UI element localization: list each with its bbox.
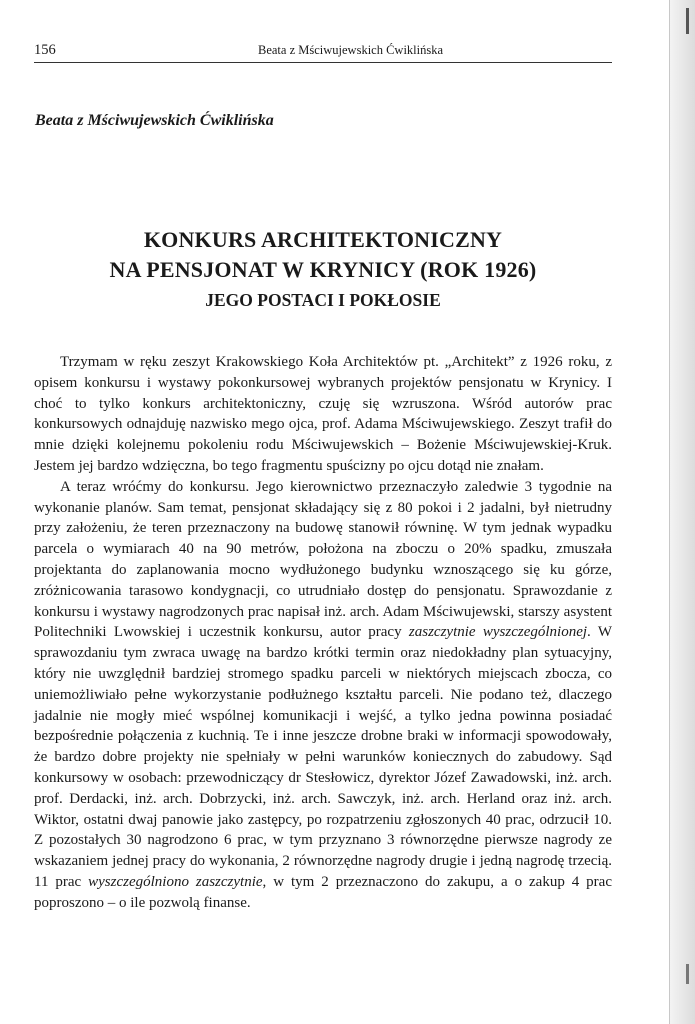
paragraph-2-part-b: . W sprawozdaniu tym zwraca uwagę na bardzo krótki termin oraz niedokładny plan sytuacyjny, który nie uwzględnił bardziej stromego spadku parceli w niektórych miejscach zbocza, co uniemożliwiało pełne wykorzystanie podłużnego kształtu parceli. Nie podano też, dlaczego jadalnie nie mogły mieć wspólnej komunikacji i wejść, a tylko jedna powinna posiadać bezpośrednie połączenia z kuchnią. Te i inne jeszcze drobne braki w informacji spowodowały, że bardzo dobre projekty nie spełniały w pełni warunków koniecznych do zabudowy. Sąd konkursowy w osobach: przewodniczący dr Stesłowicz, dyrektor Józef Zawadowski, inż. arch. prof. Derdacki, inż. arch. Dobrzycki, inż. arch. Sawczyk, inż. arch. Herland oraz inż. arch. Wiktor, ostatni dwaj panowie jako zastępcy, po rozpatrzeniu zgłoszonych 40 prac, odrzucił 10. Z pozostałych 30 nagrodzono 6 prac, w tym przyznano 3 równorzędne pierwsze nagrody ze wskazaniem jednej pracy do wykonania, 2 równorzędne nagrody drugie i jedną nagrodę trzecią. 11 prac [34,624,613,890]
article-author: Beata z Mściwujewskich Ćwiklińska [35,112,274,129]
article-title [34,225,612,314]
article-subtitle: JEGO POSTACI I POKŁOSIE [205,290,441,310]
article-body [34,352,612,914]
paragraph-2-italic-honorable: zaszczytnie wyszczególnionej [408,624,588,641]
paragraph-2 [34,477,612,914]
page-edge-mark-top [686,8,689,34]
title-line-2: NA PENSJONAT W KRYNICY (ROK 1926) [109,257,537,282]
running-head: Beata z Mściwujewskich Ćwiklińska [258,43,444,57]
page-edge [669,0,695,1024]
paragraph-2-part-c: , w tym 2 przeznaczono do zakupu, a o zakup 4 prac poproszono – o ile pozwolą finanse. [34,873,612,911]
paragraph-2-part-a: A teraz wróćmy do konkursu. Jego kierownictwo przeznaczyło zaledwie 3 tygodnie na wykonanie planów. Sam temat, pensjonat składający się z 80 pokoi i 2 jadalni, był nietrudny przy założeniu, że teren przeznaczony na budowę stanowił równinę. W tym jednak wypadku parcela o wymiarach 40 na 90 metrów, położona na zboczu o 20% spadku, zmuszała projektanta do zaplanowania mocno wydłużonego budynku wznoszącego się ku górze, zróżnicowania tarasowo kondygnacji, co utrudniało dostęp do pensjonatu. Sprawozdanie z konkursu i wystawy nagrodzonych prac napisał inż. arch. Adam Mściwujewski, starszy asystent Politechniki Lwowskiej i uczestnik konkursu, autor pracy [34,478,612,641]
title-line-1: KONKURS ARCHITEKTONICZNY [143,227,503,252]
paragraph-2-italic-distinguished: wyszczególniono zaszczytnie [88,873,263,890]
page-header [34,40,612,63]
page-edge-mark-bottom [686,964,689,984]
paragraph-1: Trzymam w ręku zeszyt Krakowskiego Koła Architektów pt. „Architekt” z 1926 roku, z opisem konkursu i wystawy pokonkursowej wybranych projektów pensjonatu w Krynicy. I choć to tylko konkurs architektoniczny, czuję się wzruszona. Wśród autorów prac konkursowych odnajduję nazwisko mego ojca, prof. Adama Mściwujewskiego. Zeszyt trafił do mnie dzięki kolejnemu pokoleniu rodu Mściwujewskich – Bożenie Mściwujewskiej-Kruk. Jestem jej bardzo wdzięczna, bo tego fragmentu spuścizny po ojcu dotąd nie znałam. [34,354,612,474]
page-number: 156 [34,42,56,58]
